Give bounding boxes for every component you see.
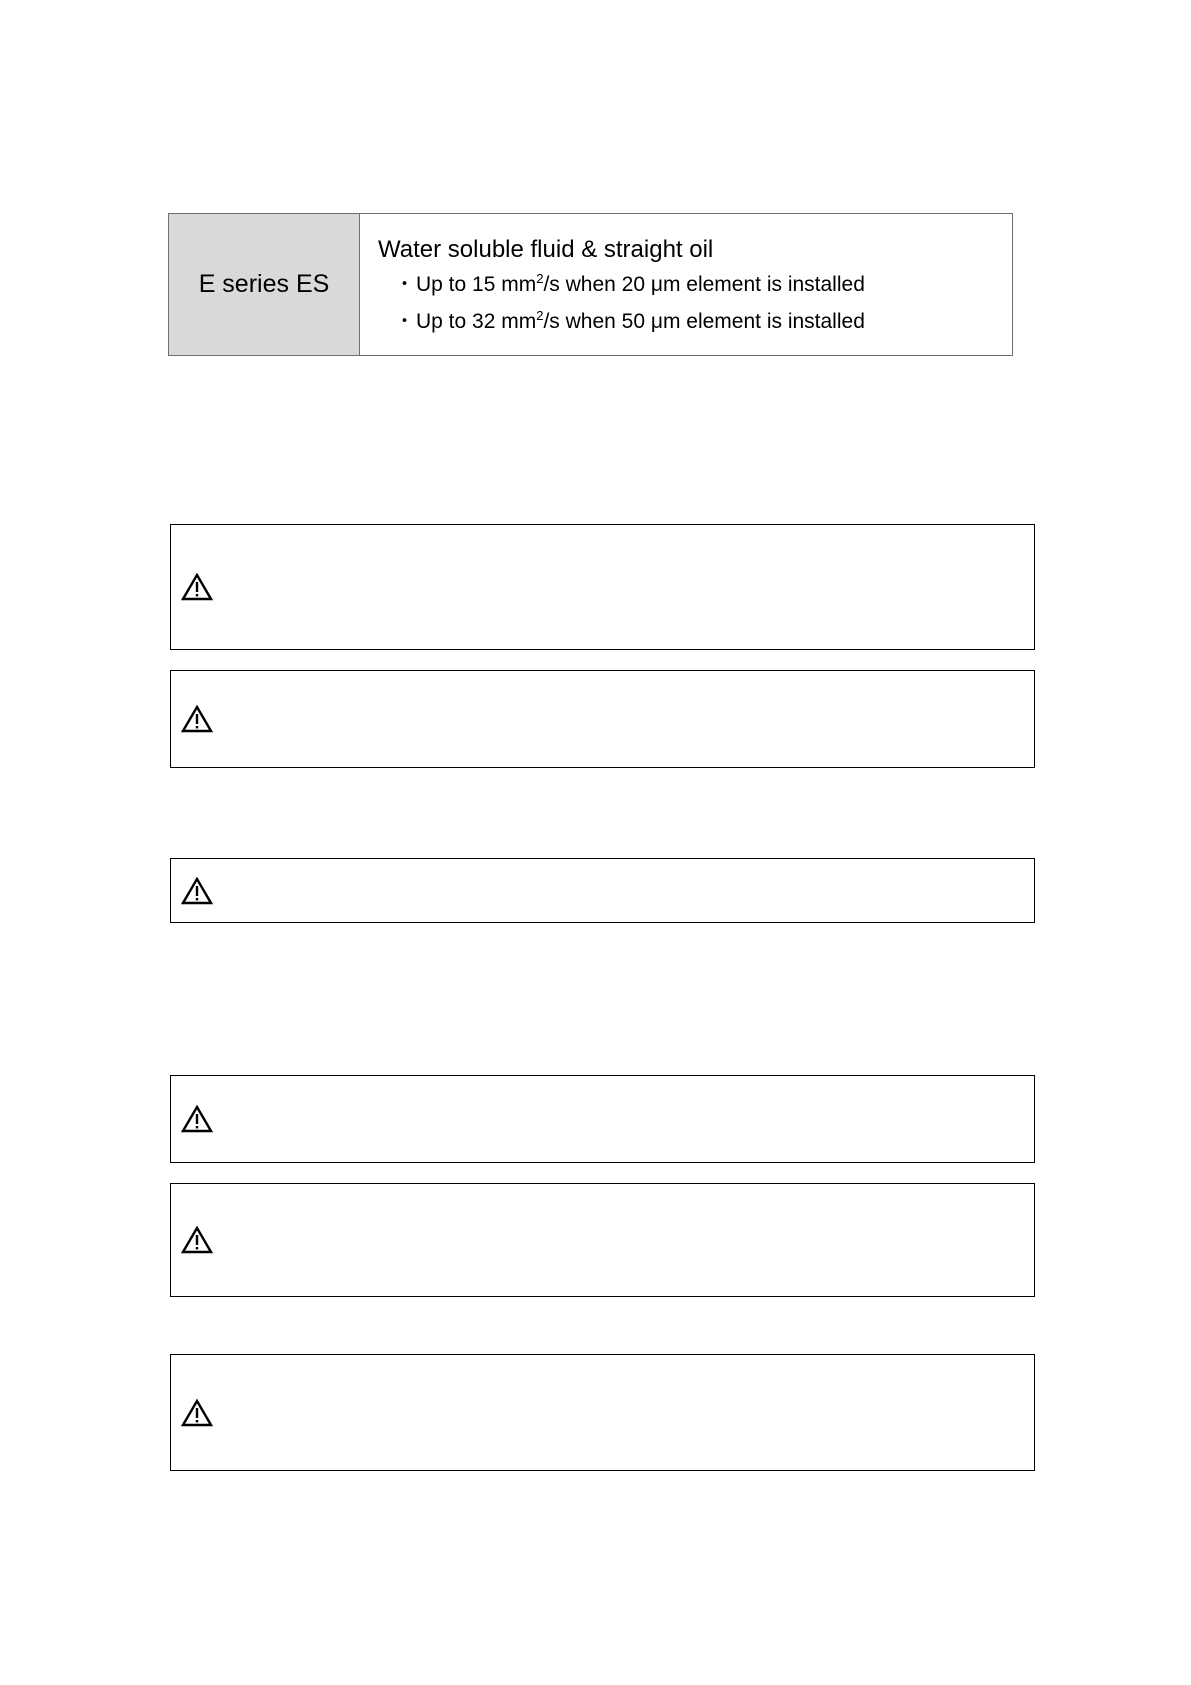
line-text-post: /s when 50 μm element is installed: [543, 310, 865, 333]
warning-triangle-icon: [181, 705, 213, 733]
bullet: ・: [394, 310, 415, 333]
line-text-pre: Up to 32 mm: [416, 310, 537, 333]
warning-triangle-icon: [181, 877, 213, 905]
warning-box-2: [170, 670, 1035, 768]
line-text-pre: Up to 15 mm: [416, 273, 537, 296]
warning-triangle-icon: [181, 573, 213, 601]
warning-box-4: [170, 1075, 1035, 1163]
warning-box-3: [170, 858, 1035, 923]
viscosity-line-20um: [394, 272, 1012, 298]
warning-box-6: [170, 1354, 1035, 1471]
series-label-cell: [169, 214, 360, 355]
series-label: E series ES: [198, 270, 330, 298]
line-text-sup: 2: [536, 271, 544, 286]
warning-triangle-icon: [181, 1399, 213, 1427]
spec-content-cell: [360, 214, 1012, 355]
line-text-post: /s when 20 μm element is installed: [543, 273, 865, 296]
warning-box-5: [170, 1183, 1035, 1297]
warning-triangle-icon: [181, 1226, 213, 1254]
warning-box-1: [170, 524, 1035, 650]
warning-triangle-icon: [181, 1105, 213, 1133]
viscosity-line-50um: [394, 309, 1012, 335]
bullet: ・: [394, 273, 415, 296]
line-text-sup: 2: [536, 308, 544, 323]
fluid-type-heading: Water soluble fluid & straight oil: [378, 236, 714, 263]
viscosity-spec-table: [168, 213, 1013, 356]
